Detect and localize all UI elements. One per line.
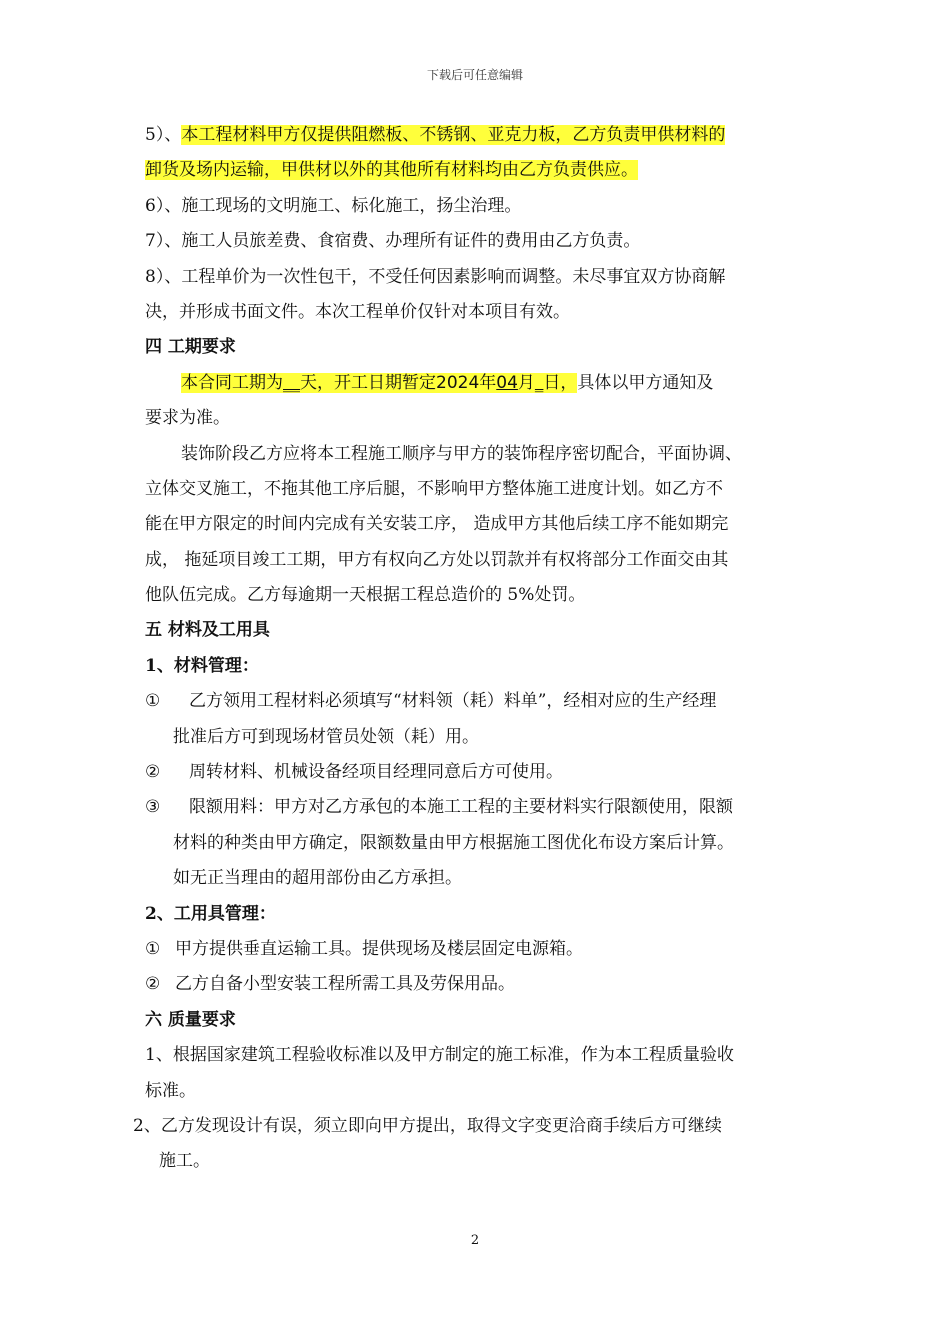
section-heading: 五 材料及工用具 — [145, 620, 270, 641]
section-heading: 六 质量要求 — [145, 1009, 236, 1030]
paragraph-line: 决，并形成书面文件。本次工程单价仅针对本项目有效。 — [145, 301, 570, 322]
paragraph-line: 2、乙方发现设计有误，须立即向甲方提出，取得文字变更洽商手续后方可继续 — [133, 1115, 722, 1136]
text-run: 本合同工期为 — [181, 372, 283, 393]
section-heading: 四 工期要求 — [145, 337, 236, 358]
list-marker: ② — [145, 974, 161, 995]
text-run: 月 — [517, 372, 535, 393]
paragraph-line: 立体交叉施工，不拖其他工序后腿，不影响甲方整体施工进度计划。如乙方不 — [145, 478, 723, 499]
paragraph-line — [145, 366, 810, 401]
list-marker: ② — [145, 762, 161, 783]
item-number: 5）、 — [145, 125, 182, 145]
text-run: 甲方提供垂直运输工具。提供现场及楼层固定电源箱。 — [175, 938, 583, 959]
paragraph-line: 7）、施工人员旅差费、食宿费、办理所有证件的费用由乙方负责。 — [145, 231, 641, 252]
paragraph-line: 他队伍完成。乙方每逾期一天根据工程总造价的 5%处罚。 — [145, 585, 586, 606]
text-run: 年 — [479, 372, 497, 393]
list-marker: ③ — [145, 797, 161, 818]
year-value: 2024 — [436, 372, 480, 393]
highlighted-text: 本工程材料甲方仅提供阻燃板、不锈钢、亚克力板，乙方负责甲供材料的 — [181, 125, 726, 145]
text-run: 日， — [543, 372, 578, 393]
list-item — [145, 790, 810, 825]
list-item — [145, 967, 810, 1002]
paragraph-line: 1、根据国家建筑工程验收标准以及甲方制定的施工标准，作为本工程质量验收 — [145, 1045, 734, 1066]
blank-field: _ — [534, 372, 544, 393]
page-number: 2 — [470, 1233, 480, 1248]
text-run: 乙方领用工程材料必须填写“材料领（耗）料单”，经相对应的生产经理 — [189, 691, 717, 712]
list-item — [145, 755, 810, 790]
text-run: 乙方自备小型安装工程所需工具及劳保用品。 — [175, 974, 515, 995]
list-item — [145, 932, 810, 967]
page-header: 下载后可任意编辑 — [426, 68, 523, 82]
highlighted-text: 卸货及场内运输，甲供材以外的其他所有材料均由乙方负责供应。 — [145, 160, 638, 181]
paragraph-line: 装饰阶段乙方应将本工程施工顺序与甲方的装饰程序密切配合，平面协调、 — [181, 443, 742, 464]
paragraph-line: 8）、工程单价为一次性包干，不受任何因素影响而调整。未尽事宜双方协商解 — [145, 266, 726, 287]
subsection-heading: 2、工用具管理： — [145, 903, 276, 924]
list-marker: ① — [145, 691, 161, 712]
text-run: 天，开工日期暂定 — [300, 372, 436, 393]
paragraph-line: 能在甲方限定的时间内完成有关安装工序， 造成甲方其他后续工序不能如期完 — [145, 514, 729, 535]
list-item — [145, 684, 810, 719]
blank-field: __ — [283, 372, 300, 393]
highlighted-text — [181, 373, 577, 393]
text-run: 周转材料、机械设备经项目经理同意后方可使用。 — [189, 762, 563, 783]
paragraph-line: 材料的种类由甲方确定，限额数量由甲方根据施工图优化布设方案后计算。 — [173, 832, 734, 853]
paragraph-line: 施工。 — [159, 1151, 210, 1172]
month-value: 04 — [496, 372, 518, 393]
text-run: 具体以甲方通知及 — [577, 372, 714, 393]
subsection-heading: 1、材料管理： — [145, 655, 259, 676]
paragraph-line: 6）、施工现场的文明施工、标化施工，扬尘治理。 — [145, 195, 522, 216]
paragraph-line: 如无正当理由的超用部份由乙方承担。 — [173, 868, 462, 889]
paragraph-line: 批准后方可到现场材管员处领（耗）用。 — [173, 726, 479, 747]
list-marker: ① — [145, 938, 161, 959]
paragraph-line: 要求为准。 — [145, 408, 230, 429]
document-body — [133, 118, 810, 1180]
paragraph-line: 成， 拖延项目竣工工期，甲方有权向乙方处以罚款并有权将部分工作面交由其 — [145, 549, 729, 570]
paragraph-line: 标准。 — [145, 1080, 196, 1101]
text-run: 限额用料：甲方对乙方承包的本施工工程的主要材料实行限额使用，限额 — [189, 797, 733, 818]
paragraph-line — [145, 118, 810, 153]
paragraph-line — [145, 153, 810, 188]
